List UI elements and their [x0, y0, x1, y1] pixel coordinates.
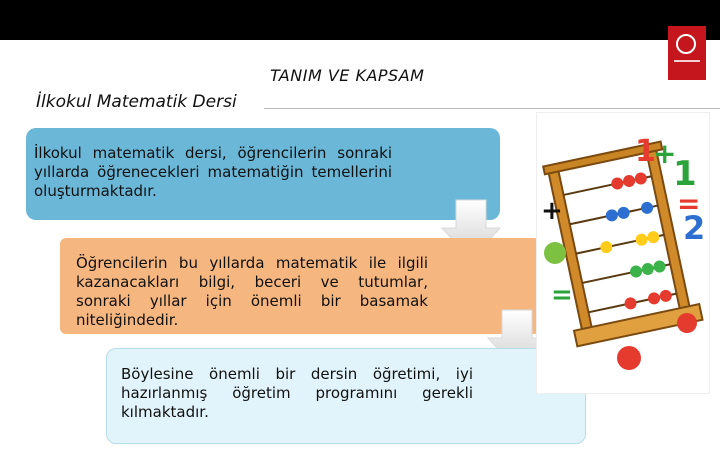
glyph-two: 2: [683, 209, 706, 247]
content-box-2-text: Öğrencilerin bu yıllarda matematik ile ilgili kazanacakları bilgi, beceri ve tutumlar, sonraki yıllar için önemli bir basamak niteliğindedir.: [76, 254, 428, 329]
slide-title: TANIM VE KAPSAM: [270, 66, 425, 85]
abacus-clipart-icon: [536, 112, 710, 394]
content-box-2: [60, 238, 540, 334]
content-box-3: [106, 348, 586, 444]
content-box-1: [26, 128, 500, 220]
content-box-1-text: İlkokul matematik dersi, öğrencilerin sonraki yıllarda öğrenecekleri matematiğin temellerini oluşturmaktadır.: [34, 144, 392, 200]
glyph-equals-1: =: [677, 187, 701, 220]
glyph-one-2: 1: [673, 154, 697, 194]
glyph-plus-1: +: [653, 137, 677, 170]
slide-subtitle: İlkokul Matematik Dersi: [36, 92, 237, 112]
glyph-equals-2: =: [551, 280, 573, 310]
top-bar: [0, 0, 720, 40]
content-box-3-text: Böylesine önemli bir dersin öğretimi, iyi hazırlanmış öğretim programını gerekli kılmaktadır.: [121, 365, 473, 421]
university-logo-icon: [668, 26, 706, 80]
glyph-one-1: 1: [635, 134, 656, 169]
title-underline: [264, 108, 720, 109]
glyph-plus-2: +: [541, 196, 563, 226]
